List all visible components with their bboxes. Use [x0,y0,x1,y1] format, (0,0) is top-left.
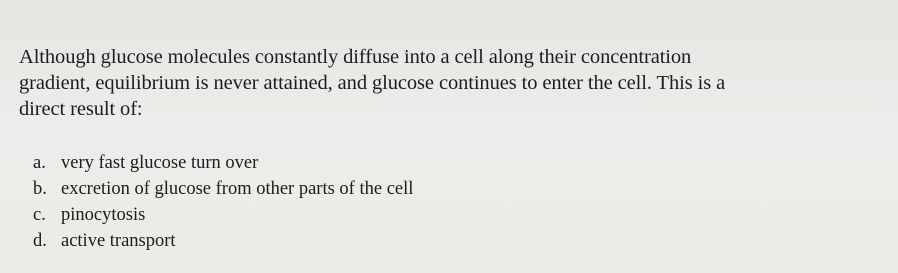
choice-letter: c. [33,205,46,225]
choice-text: active transport [61,231,176,251]
choice-d[interactable] [33,228,413,254]
choice-b[interactable] [33,176,413,202]
choice-text: excretion of glucose from other parts of the cell [61,179,414,199]
choice-text: very fast glucose turn over [61,153,259,173]
choice-letter: b. [33,179,47,199]
choice-text: pinocytosis [61,205,146,225]
question-line: Although glucose molecules constantly diffuse into a cell along their concentration [19,46,692,68]
question-line: direct result of: [19,98,143,120]
choice-letter: d. [33,231,47,251]
question-stem [19,44,879,122]
choice-c[interactable] [33,202,413,228]
question-line: gradient, equilibrium is never attained, and glucose continues to enter the cell. This is a [19,72,726,94]
choice-a[interactable] [33,150,413,176]
answer-choices [33,150,413,254]
choice-letter: a. [33,153,46,173]
